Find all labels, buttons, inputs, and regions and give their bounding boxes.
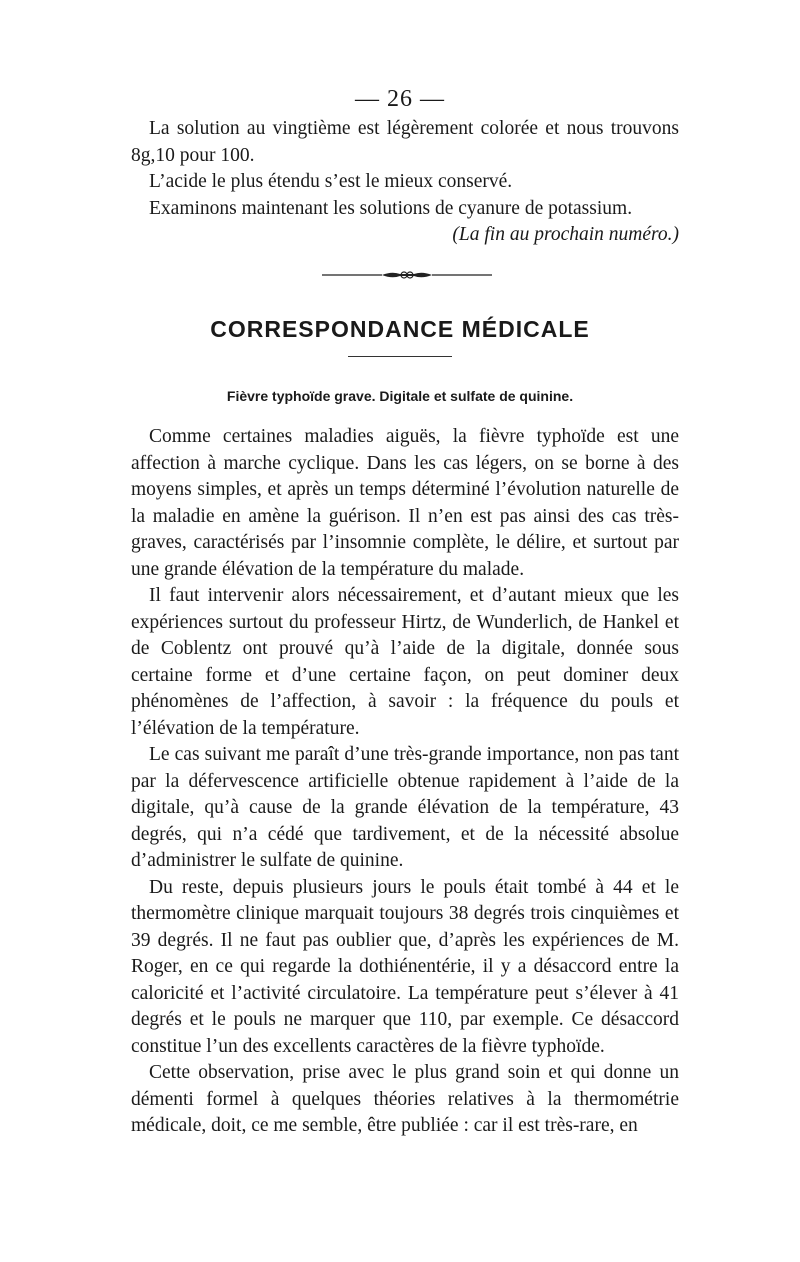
paragraph: La solution au vingtième est légèrement colorée et nous trouvons 8g,10 pour 100. [131, 118, 679, 166]
ornamental-divider [322, 268, 492, 282]
page-number: — 26 — [355, 86, 445, 112]
paragraph: Il faut intervenir alors nécessairement, et d’autant mieux que les expériences surtout du professeur Hirtz, de Wunderlich, de Hankel et de Coblentz ont prouvé qu’à l’aide de la digitale, donnée sous certaine forme et d’une certaine façon, on peut dominer deux phénomènes de l’affection, à savoir : la fréquence du pouls et l’élévation de la température. [131, 585, 679, 739]
article-ending [131, 116, 679, 249]
paragraph: Examinons maintenant les solutions de cyanure de potassium. [149, 197, 633, 219]
continuation-note: (La fin au prochain numéro.) [452, 224, 679, 245]
title-rule [348, 356, 452, 357]
article-body [131, 424, 679, 1140]
paragraph: Comme certaines maladies aiguës, la fièvre typhoïde est une affection à marche cyclique. Dans les cas légers, on se borne à des moyens simples, et après un temps déterminé l’évolution naturelle de la maladie en amène la guérison. Il n’en est pas ainsi des cas très-graves, caractérisés par l’insomnie complète, le délire, et surtout par une grande élévation de la température du malade. [131, 426, 679, 580]
case-subheading: Fièvre typhoïde grave. Digitale et sulfate de quinine. [226, 388, 574, 404]
section-title: CORRESPONDANCE MÉDICALE [210, 316, 590, 342]
paragraph: Du reste, depuis plusieurs jours le pouls était tombé à 44 et le thermomètre clinique marquait toujours 38 degrés trois cinquièmes et 39 degrés. Il ne faut pas oublier que, d’après les expériences de M. Roger, en ce qui regarde la dothiénentérie, il y a désaccord entre la caloricité et l’activité circulatoire. La température peut s’élever à 41 degrés et le pouls ne marquer que 110, par exemple. Ce désaccord constitue l’un des excellents caractères de la fièvre typhoïde. [131, 876, 679, 1057]
paragraph: Cette observation, prise avec le plus grand soin et qui donne un démenti formel à quelques théories relatives à la thermométrie médicale, doit, ce me semble, être publiée : car il est très-rare, en [131, 1062, 679, 1136]
paragraph: Le cas suivant me paraît d’une très-grande importance, non pas tant par la défervescence artificielle obtenue rapidement à l’aide de la digitale, qu’à cause de la grande élévation de la température, 43 degrés, qui n’a cédé que tardivement, et de la nécessité absolue d’administrer le sulfate de quinine. [131, 744, 679, 871]
paragraph: L’acide le plus étendu s’est le mieux conservé. [149, 171, 513, 192]
